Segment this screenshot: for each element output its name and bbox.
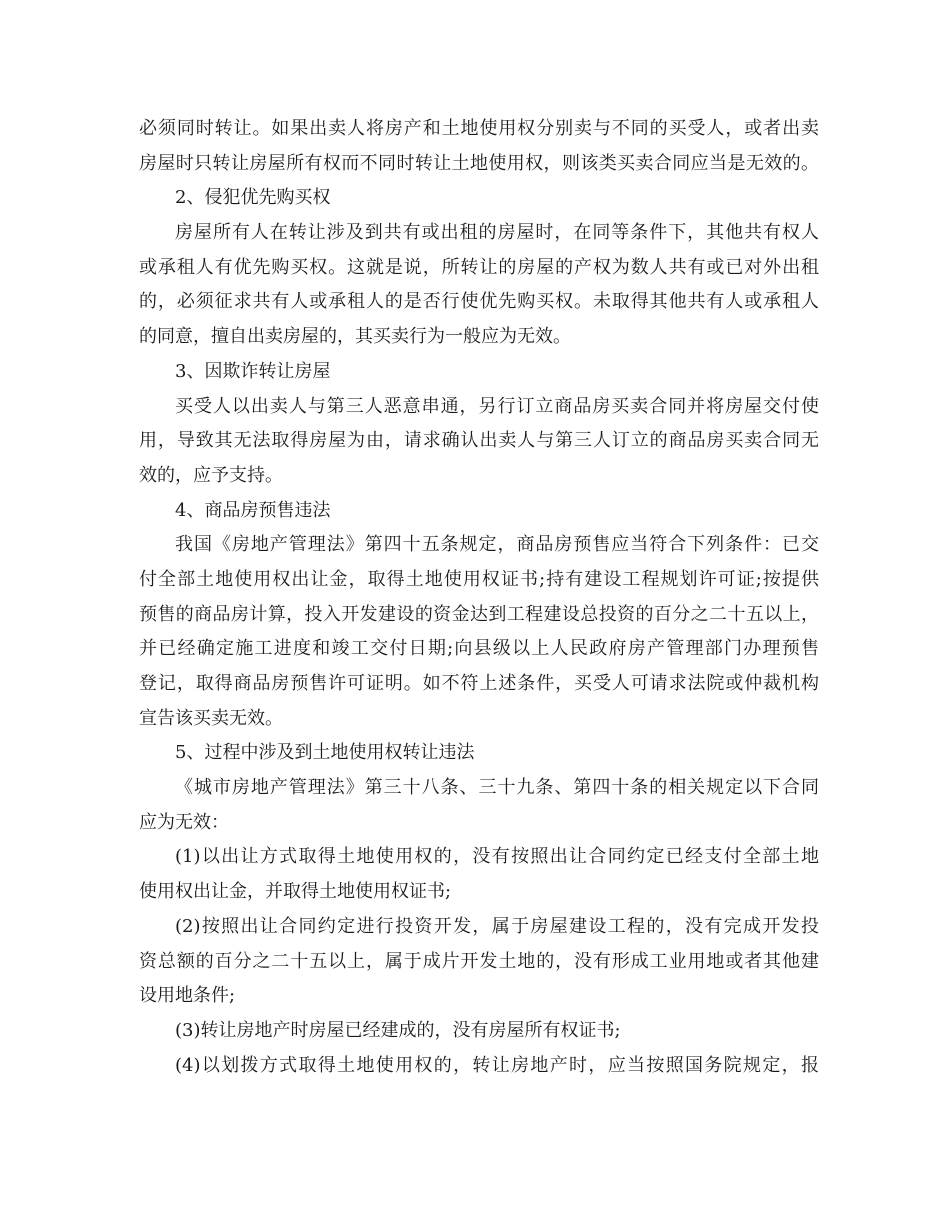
text-line: 《城市房地产管理法》第三十八条、三十九条、第四十条的相关规定以下合同 — [175, 777, 819, 799]
document-body — [139, 112, 819, 1083]
text-line: 4、商品房预售违法 — [175, 499, 331, 521]
text-line: 或承租人有优先购买权。这就是说，所转让的房屋的产权为数人共有或已对外出租 — [139, 256, 819, 278]
text-line: 房屋时只转让房屋所有权而不同时转让土地使用权，则该类买卖合同应当是无效的。 — [139, 152, 819, 174]
text-line: 必须同时转让。如果出卖人将房产和土地使用权分别卖与不同的买受人，或者出卖 — [139, 118, 819, 139]
text-line: 的，必须征求共有人或承租人的是否行使优先购买权。未取得其他共有人或承租人 — [139, 291, 819, 313]
text-line: (4)以划拨方式取得土地使用权的，转让房地产时，应当按照国务院规定，报 — [175, 1054, 819, 1076]
text-line: 用，导致其无法取得房屋为由，请求确认出卖人与第三人订立的商品房买卖合同无 — [139, 430, 819, 452]
text-line: 买受人以出卖人与第三人恶意串通，另行订立商品房买卖合同并将房屋交付使 — [175, 395, 819, 417]
text-line: 效的，应予支持。 — [139, 464, 283, 486]
text-line: 资总额的百分之二十五以上，属于成片开发土地的，没有形成工业用地或者其他建 — [139, 950, 819, 972]
text-line: (3)转让房地产时房屋已经建成的，没有房屋所有权证书; — [175, 1019, 621, 1041]
text-line: 房屋所有人在转让涉及到共有或出租的房屋时，在同等条件下，其他共有权人 — [175, 222, 819, 244]
text-line: (2)按照出让合同约定进行投资开发，属于房屋建设工程的，没有完成开发投 — [175, 915, 819, 937]
text-line: 使用权出让金，并取得土地使用权证书; — [139, 881, 452, 903]
text-line: (1)以出让方式取得土地使用权的，没有按照出让合同约定已经支付全部土地 — [175, 846, 819, 868]
text-line: 设用地条件; — [139, 985, 236, 1007]
text-line: 应为无效： — [139, 811, 229, 833]
text-line: 的同意，擅自出卖房屋的，其买卖行为一般应为无效。 — [139, 326, 571, 348]
text-line: 宣告该买卖无效。 — [139, 707, 283, 729]
text-line: 付全部土地使用权出让金，取得土地使用权证书;持有建设工程规划许可证;按提供 — [139, 568, 819, 590]
text-line: 预售的商品房计算，投入开发建设的资金达到工程建设总投资的百分之二十五以上， — [139, 603, 819, 625]
text-line: 2、侵犯优先购买权 — [175, 187, 331, 209]
text-line: 登记，取得商品房预售许可证明。如不符上述条件，买受人可请求法院或仲裁机构 — [139, 673, 819, 694]
text-line: 3、因欺诈转让房屋 — [175, 360, 331, 382]
text-line: 我国《房地产管理法》第四十五条规定，商品房预售应当符合下列条件：已交 — [175, 534, 819, 556]
text-line: 5、过程中涉及到土地使用权转让违法 — [175, 742, 475, 764]
text-line: 并已经确定施工进度和竣工交付日期;向县级以上人民政府房产管理部门办理预售 — [139, 638, 819, 660]
